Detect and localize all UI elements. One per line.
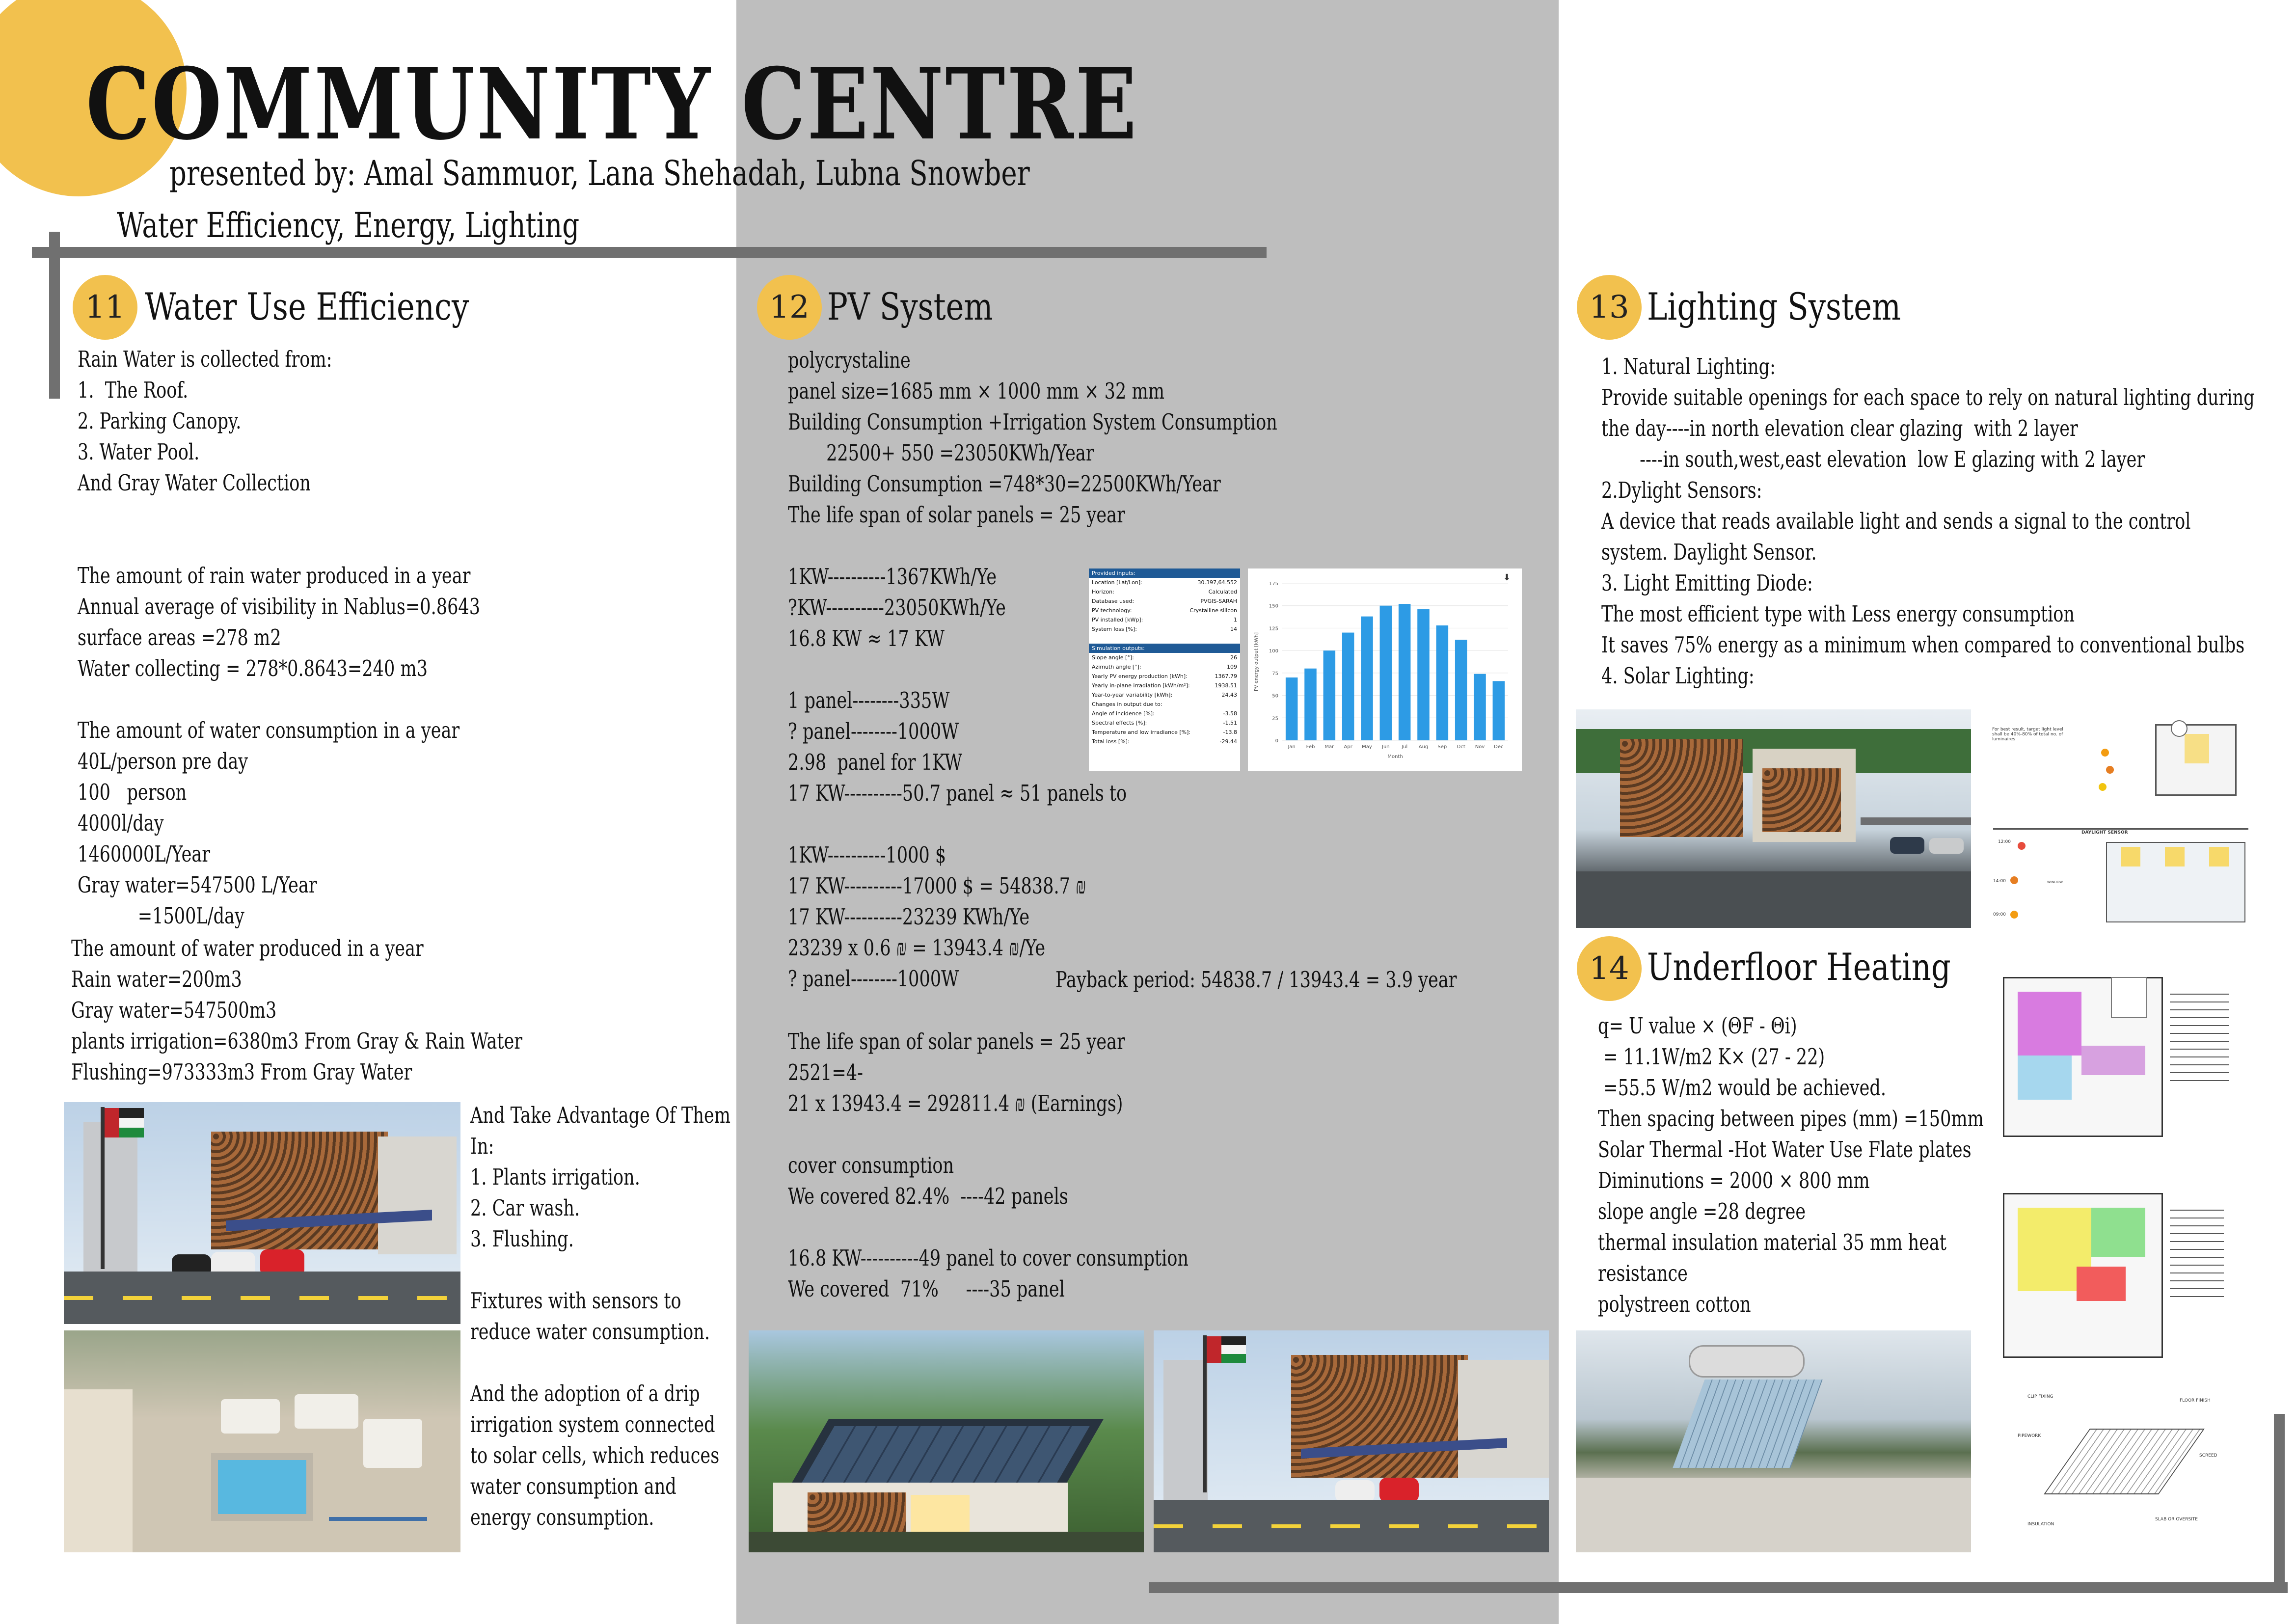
- pvgis-output-key: Temperature and low irradiance [%]:: [1092, 729, 1191, 735]
- time-label-1: 12:00: [1998, 839, 2011, 844]
- daylight-note: For best result, target light level shall be 40%-80% of total no. of luminaires: [1992, 727, 2063, 742]
- pv-body-2: The life span of solar panels = 25 year 2521=4- 21 x 13943.4 = 292811.4 ₪ (Earnings) cover consumption We covered 82.4% ----42 panels 16.8 KW----------49 panel to cover consumption We covered 71% ----35 panel: [788, 1029, 1189, 1302]
- pvgis-input-key: Database used:: [1092, 598, 1134, 604]
- lighting-body: 1. Natural Lighting: Provide suitable openings for each space to rely on natural lighting during the day----in north elevation clear glazing with 2 layer ----in south,west,east elevation low E glazing with 2 layer 2.Dylight Sensors: A device that reads available light and sends a signal to the control system. Daylight Sensor. 3. Light Emitting Diode: The most efficient type with Less energy consumption It saves 75% energy as a minimum when compared to conventional bulbs 4. Solar Lighting:: [1601, 353, 2255, 689]
- pvgis-output-row: [1089, 718, 1240, 728]
- pvgis-output-key: Azimuth angle [°]:: [1092, 664, 1141, 670]
- pv-monthly-chart: [1248, 568, 1522, 771]
- chart-bar: [1380, 606, 1392, 740]
- label-pipework: PIPEWORK: [2018, 1434, 2041, 1438]
- daylight-sensor-label: DAYLIGHT SENSOR: [2081, 830, 2128, 835]
- pvgis-output-value: -3.58: [1223, 710, 1237, 717]
- pvgis-output-key: Changes in output due to:: [1092, 701, 1162, 707]
- chart-bar: [1417, 609, 1430, 740]
- pvgis-input-key: PV technology:: [1092, 607, 1132, 614]
- pvgis-input-key: Location [Lat/Lon]:: [1092, 579, 1142, 586]
- pvgis-output-row: [1089, 728, 1240, 737]
- render-solar-water-heater-image: [1576, 1330, 1971, 1552]
- pvgis-input-value: Crystalline silicon: [1189, 607, 1237, 614]
- chart-bar: [1324, 650, 1336, 740]
- section-number-12: 12: [757, 275, 822, 340]
- daylight-sensor-diagram: [1988, 714, 2253, 930]
- pvgis-output-key: Total loss [%]:: [1092, 738, 1130, 745]
- pvgis-input-row: [1089, 596, 1240, 606]
- water-body: Rain Water is collected from: 1. The Roof. 2. Parking Canopy. 3. Water Pool. And Gray Water Collection The amount of rain water produced in a year Annual average of visibility in Nablus=0.8643 surface areas =278 m2 Water collecting = 278*0.8643=240 m3 The amount of water consumption in a year 40L/person pre day 100 person 4000l/day 1460000L/Year Gray water=547500 L/Year =1500L/day: [78, 346, 481, 929]
- section-number-11: 11: [73, 275, 137, 340]
- pvgis-outputs-title: Simulation outputs:: [1089, 644, 1240, 653]
- top-rule-post: [49, 232, 60, 399]
- top-rule: [32, 247, 1267, 258]
- label-floor-finish: FLOOR FINISH: [2180, 1398, 2211, 1403]
- chart-x-tick: Feb: [1306, 744, 1315, 750]
- pvgis-output-value: 26: [1230, 654, 1237, 661]
- chart-x-label: Month: [1387, 754, 1403, 759]
- time-label-2: 14:00: [1993, 879, 2006, 884]
- pvgis-output-value: 1938.51: [1215, 682, 1237, 689]
- pvgis-output-value: -1.51: [1223, 720, 1237, 726]
- render-parking-image: [64, 1102, 460, 1324]
- section-title-pv: PV System: [827, 285, 993, 328]
- chart-bar: [1304, 669, 1317, 740]
- chart-bar: [1436, 625, 1449, 740]
- pv-payback: Payback period: 54838.7 / 13943.4 = 3.9 year: [1055, 967, 1457, 993]
- section-title-lighting: Lighting System: [1647, 285, 1901, 328]
- chart-x-tick: May: [1362, 744, 1372, 750]
- pvgis-input-row: [1089, 606, 1240, 615]
- chart-x-tick: Aug: [1418, 744, 1429, 750]
- pvgis-output-row: [1089, 681, 1240, 690]
- pvgis-input-value: Calculated: [1208, 589, 1237, 595]
- pvgis-output-row: [1089, 709, 1240, 718]
- topics: Water Efficiency, Energy, Lighting: [117, 205, 580, 245]
- pvgis-input-row: [1089, 615, 1240, 624]
- pvgis-inputs-title: Provided inputs:: [1089, 568, 1240, 578]
- chart-x-tick: Jan: [1288, 744, 1296, 750]
- bottom-rule: [1149, 1582, 2288, 1593]
- pvgis-output-key: Slope angle [°]:: [1092, 654, 1134, 661]
- floor-plan-lower: [1993, 1173, 2293, 1380]
- chart-bar: [1361, 617, 1373, 740]
- chart-y-tick: 50: [1272, 693, 1278, 699]
- chart-y-tick: 125: [1269, 626, 1278, 632]
- chart-y-tick: 75: [1272, 671, 1278, 677]
- pvgis-output-key: Spectral effects [%]:: [1092, 720, 1147, 726]
- chart-y-label: PV energy output [kWh]: [1254, 632, 1259, 692]
- pvgis-input-value: PVGIS-SARAH: [1200, 598, 1237, 604]
- pvgis-output-row: [1089, 672, 1240, 681]
- pvgis-output-row: [1089, 700, 1240, 709]
- render-front-image: [1154, 1330, 1549, 1552]
- pvgis-input-value: 1: [1234, 617, 1237, 623]
- chart-y-tick: 150: [1269, 603, 1278, 609]
- chart-x-tick: Mar: [1324, 744, 1334, 750]
- chart-bar: [1399, 604, 1411, 740]
- label-clip-fixing: CLIP FIXING: [2027, 1394, 2053, 1399]
- pvgis-input-key: System loss [%]:: [1092, 626, 1137, 632]
- chart-x-tick: Jul: [1402, 744, 1408, 750]
- label-screed: SCREED: [2199, 1453, 2217, 1458]
- pvgis-output-value: 109: [1227, 664, 1237, 670]
- render-solar-lighting-image: [1576, 709, 1971, 928]
- chart-bar: [1493, 681, 1505, 740]
- pvgis-output-key: Angle of incidence [%]:: [1092, 710, 1155, 717]
- section-title-heating: Underfloor Heating: [1647, 945, 1951, 989]
- underfloor-section-diagram: [2008, 1384, 2243, 1537]
- pvgis-input-row: [1089, 624, 1240, 634]
- chart-x-tick: Nov: [1475, 744, 1485, 750]
- pvgis-output-row: [1089, 690, 1240, 700]
- pvgis-output-value: 1367.79: [1215, 673, 1237, 679]
- water-advantage: And Take Advantage Of Them In: 1. Plants irrigation. 2. Car wash. 3. Flushing. Fixtures with sensors to reduce water consumption. And the adoption of a drip irrigation system connected to solar cells, which reduces water consumption and energy consumption.: [470, 1102, 730, 1530]
- heating-body: q= U value × (ΘF - Θi) = 11.1W/m2 K× (27 - 22) =55.5 W/m2 would be achieved. Then spacing between pipes (mm) =150mm Solar Thermal -Hot Water Use Flate plates Diminutions = 2000 × 800 mm slope angle =28 degree thermal insulation material 35 mm heat resistance polystreen cotton: [1598, 1013, 1984, 1317]
- pvgis-input-key: Horizon:: [1092, 589, 1114, 595]
- pvgis-output-key: Yearly PV energy production [kWh]:: [1092, 673, 1188, 679]
- chart-y-tick: 25: [1272, 716, 1278, 722]
- chart-x-tick: Sep: [1437, 744, 1447, 750]
- label-slab: SLAB OR OVERSITE: [2155, 1517, 2198, 1522]
- render-courtyard-pool-image: [64, 1330, 460, 1552]
- floor-plan-upper: [1993, 957, 2293, 1168]
- pvgis-output-row: [1089, 653, 1240, 662]
- pvgis-inputs: [1089, 578, 1240, 634]
- pv-chart-svg: [1248, 568, 1522, 771]
- pv-body: polycrystaline panel size=1685 mm × 1000 mm × 32 mm Building Consumption +Irrigation System Consumption 22500+ 550 =23050KWh/Year Building Consumption =748*30=22500KWh/Year The life span of solar panels = 25 year 1KW----------1367KWh/Ye ?KW----------23050KWh/Ye 16.8 KW ≈ 17 KW 1 panel--------335W ? panel--------1000W 2.98 panel for 1KW 17 KW----------50.7 panel ≈ 51 panels to 1KW----------1000 $ 17 KW----------17000 $ = 54838.7 ₪ 17 KW----------23239 KWh/Ye 23239 x 0.6 ₪ = 13943.4 ₪/Ye ? panel--------1000W: [788, 347, 1277, 992]
- pvgis-output-value: -13.8: [1223, 729, 1237, 735]
- chart-x-tick: Jun: [1382, 744, 1390, 750]
- chart-bar: [1474, 674, 1486, 740]
- chart-y-tick: 100: [1269, 649, 1278, 654]
- chart-x-tick: Dec: [1494, 744, 1504, 750]
- page-title: COMMUNITY CENTRE: [86, 47, 1138, 162]
- section-number-13: 13: [1577, 275, 1642, 340]
- chart-y-tick: 0: [1275, 738, 1278, 744]
- section-title-water: Water Use Efficiency: [145, 285, 469, 328]
- pvgis-input-value: 14: [1230, 626, 1237, 632]
- window-label: WINDOW: [2047, 880, 2063, 884]
- bottom-rule-post: [2274, 1414, 2285, 1593]
- section-number-14: 14: [1577, 936, 1642, 1001]
- chart-bar: [1455, 640, 1467, 740]
- label-insulation: INSULATION: [2027, 1522, 2054, 1527]
- pvgis-output-row: [1089, 662, 1240, 672]
- pvgis-input-row: [1089, 578, 1240, 587]
- pvgis-output-value: 24.43: [1221, 692, 1237, 698]
- presenters: presented by: Amal Sammuor, Lana Shehadah, Lubna Snowber: [169, 153, 1030, 193]
- chart-bar: [1286, 677, 1298, 740]
- pvgis-output-key: Yearly in-plane irradiation [kWh/m²]:: [1092, 682, 1190, 689]
- pvgis-output-key: Year-to-year variability [kWh]:: [1092, 692, 1173, 698]
- pvgis-table: [1089, 568, 1240, 771]
- pvgis-outputs: [1089, 653, 1240, 746]
- pvgis-output-value: -29.44: [1219, 738, 1237, 745]
- pvgis-input-value: 30.397,64.552: [1197, 579, 1237, 586]
- pvgis-output-row: [1089, 737, 1240, 746]
- water-produced: The amount of water produced in a year Rain water=200m3 Gray water=547500m3 plants irrigation=6380m3 From Gray & Rain Water Flushing=973333m3 From Gray Water: [71, 935, 523, 1085]
- chart-y-tick: 175: [1269, 581, 1278, 587]
- chart-x-tick: Apr: [1344, 744, 1352, 750]
- pvgis-input-row: [1089, 587, 1240, 596]
- download-icon[interactable]: ⬇: [1503, 572, 1511, 583]
- time-label-3: 09:00: [1993, 912, 2006, 917]
- chart-bar: [1342, 633, 1354, 740]
- pvgis-input-key: PV installed [kWp]:: [1092, 617, 1143, 623]
- render-roof-pv-image: [749, 1330, 1144, 1552]
- chart-x-tick: Oct: [1457, 744, 1465, 750]
